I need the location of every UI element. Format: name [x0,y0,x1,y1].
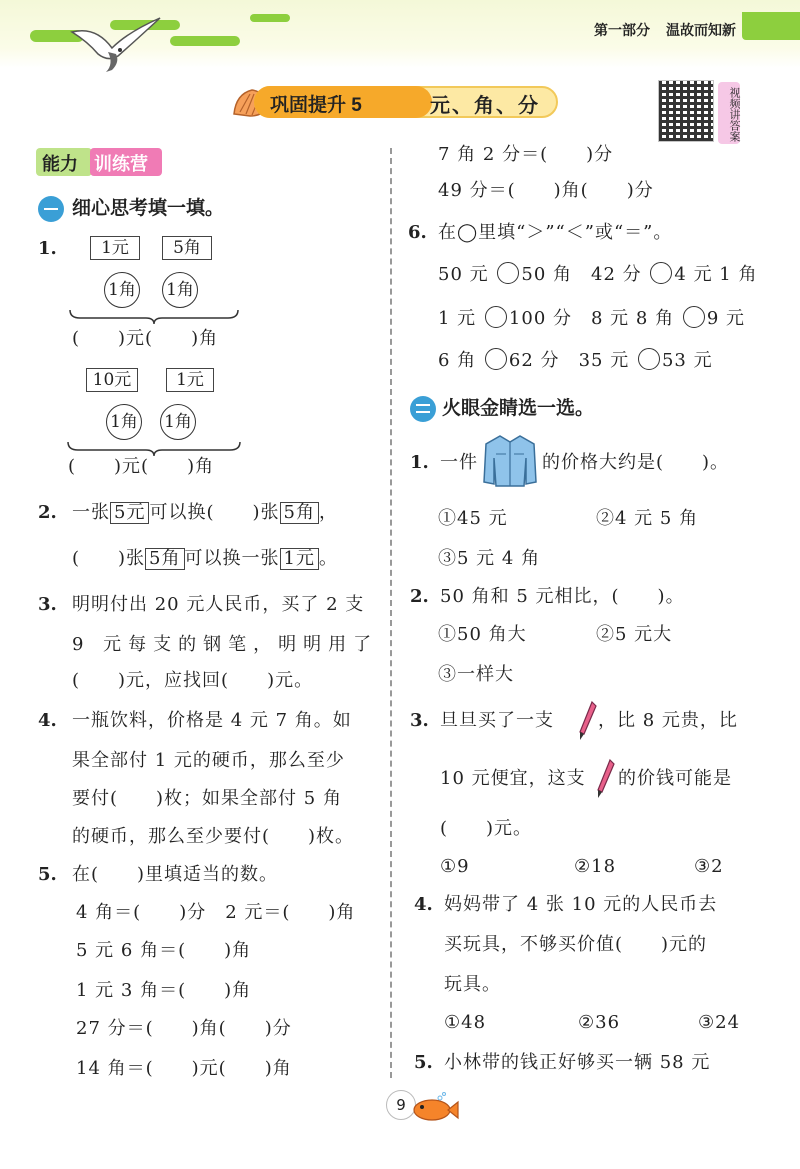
header-part: 第一部分 [594,22,650,38]
fish-icon [410,1092,460,1122]
c4-opt-1: ①48 [444,1012,487,1033]
qr-code[interactable] [658,80,714,142]
c4-line-1: 妈妈带了 4 张 10 元的人民币去 [444,894,718,915]
q1-coin-4: 1角 [160,404,196,440]
c2-opt-2: ②5 元大 [596,624,673,645]
q2-box-1yuan: 1元 [280,548,319,570]
compare-circle[interactable] [650,262,672,284]
q1-bill-4: 1元 [166,368,214,392]
c3-line-2a: 10 元便宜，这支 [440,768,586,789]
q5-number: 5. [38,864,57,885]
training-capsule [36,148,162,176]
c1-opt-3: ③5 元 4 角 [438,548,541,569]
q1-coin-1: 1角 [104,272,140,308]
q6-number: 6. [408,222,427,243]
c5-line-1: 小林带的钱正好够买一辆 58 元 [444,1052,711,1073]
c3-line-1a: 旦旦买了一支 [440,710,554,731]
c4-opt-2: ②36 [578,1012,621,1033]
q3-line-1: 明明付出 20 元人民币，买了 2 支 [72,594,365,615]
q2-box-5yuan: 5元 [110,502,149,524]
q1-answer-1: ( )元( )角 [72,328,219,349]
q5-cont-line-1: 7 角 2 分＝( )分 [438,144,614,165]
q5-cont-line-2: 49 分＝( )角( )分 [438,180,654,201]
q2-line-1: 一张 5元 可以换( )张 5角 ， [72,502,338,523]
q5-line-1: 4 角＝( )分 2 元＝( )角 [76,902,356,923]
q4-line-2: 果全部付 1 元的硬币，那么至少 [72,750,345,771]
q1-coin-3: 1角 [106,404,142,440]
c1-opt-2: ②4 元 5 角 [596,508,699,529]
q4-line-1: 一瓶饮料，价格是 4 元 7 角。如 [72,710,352,731]
c2-number: 2. [410,586,429,607]
c2-text: 50 角和 5 元相比，( )。 [440,586,685,607]
c4-line-2: 买玩具，不够买价值( )元的 [444,934,708,955]
q2-line-2: ( )张 5角 可以换一张 1元 。 [72,548,338,569]
q2-number: 2. [38,502,57,523]
seagull-icon [68,12,164,76]
q1-bill-2: 5角 [162,236,212,260]
pen-icon [576,700,598,742]
c3-line-2b: 的价钱可能是 [618,768,732,789]
c2-opt-3: ③一样大 [438,664,514,685]
section-1-badge [38,196,64,222]
c4-number: 4. [414,894,433,915]
compare-circle[interactable] [638,348,660,370]
compare-circle[interactable] [485,306,507,328]
c3-line-3: ( )元。 [440,818,533,839]
q6-row-1: 50 元 50 角 42 分 4 元 1 角 [438,264,758,285]
c3-number: 3. [410,710,429,731]
header-text [594,20,752,40]
compare-circle[interactable] [497,262,519,284]
c4-opt-3: ③24 [698,1012,741,1033]
qr-label: 视频讲答案 [718,82,740,144]
q5-line-3: 1 元 3 角＝( )角 [76,980,252,1001]
jacket-icon [482,434,538,488]
compare-circle[interactable] [683,306,705,328]
column-divider [390,148,392,1078]
q3-number: 3. [38,594,57,615]
q3-line-3: ( )元，应找回( )元。 [72,670,314,691]
q5-title: 在( )里填适当的数。 [72,864,279,885]
q4-line-3: 要付( )枚；如果全部付 5 角 [72,788,342,809]
q5-line-5: 14 角＝( )元( )角 [76,1058,292,1079]
lesson-banner [232,84,558,120]
q6-row-3: 6 角 62 分 35 元 53 元 [438,350,713,371]
section-2-badge [410,396,436,422]
c2-opt-1: ①50 角大 [438,624,527,645]
c1-opt-1: ①45 元 [438,508,508,529]
q1-bill-3: 10元 [86,368,138,392]
q1-brace-1 [68,308,240,324]
section-2-title: 火眼金睛选一选。 [442,398,595,419]
c1-number: 1. [410,452,429,473]
q1-coin-2: 1角 [162,272,198,308]
section-1-title: 细心思考填一填。 [72,198,225,219]
capsule-b: 训练营 [94,154,148,174]
q3-line-2: 9 元每支的钢笔，明明用了 [72,634,379,655]
q1-brace-2 [66,440,242,456]
q6-row-2: 1 元 100 分 8 元 8 角 9 元 [438,308,745,329]
compare-circle[interactable] [485,348,507,370]
c3-line-1b: ，比 8 元贵，比 [598,710,738,731]
banner-topic: 元、角、分 [430,95,540,117]
c1-text-b: 的价格大约是( )。 [542,452,730,473]
q5-line-4: 27 分＝( )角( )分 [76,1018,292,1039]
header-title: 温故而知新 [666,22,736,38]
q1-bill-1: 1元 [90,236,140,260]
c3-opt-1: ①9 [440,856,470,877]
c3-opt-3: ③2 [694,856,724,877]
c5-number: 5. [414,1052,433,1073]
q2-box-5jiao: 5角 [280,502,319,524]
pen-icon [594,758,616,800]
banner-lesson: 巩固提升 5 [270,95,362,116]
q4-line-4: 的硬币，那么至少要付( )枚。 [72,826,355,847]
q1-answer-2: ( )元( )角 [68,456,215,477]
c4-line-3: 玩具。 [444,974,501,995]
q2-box-5jiao-2: 5角 [145,548,184,570]
header-wave [170,36,240,46]
q1-number: 1. [38,238,57,259]
c1-text-a: 一件 [440,452,478,473]
page-number: 9 [386,1090,416,1120]
q6-title: 在◯里填“＞”“＜”或“＝”。 [438,222,673,243]
q5-line-2: 5 元 6 角＝( )角 [76,940,252,961]
c3-opt-2: ②18 [574,856,617,877]
capsule-a: 能力 [42,154,78,174]
q4-number: 4. [38,710,57,731]
header-wave [250,14,290,22]
